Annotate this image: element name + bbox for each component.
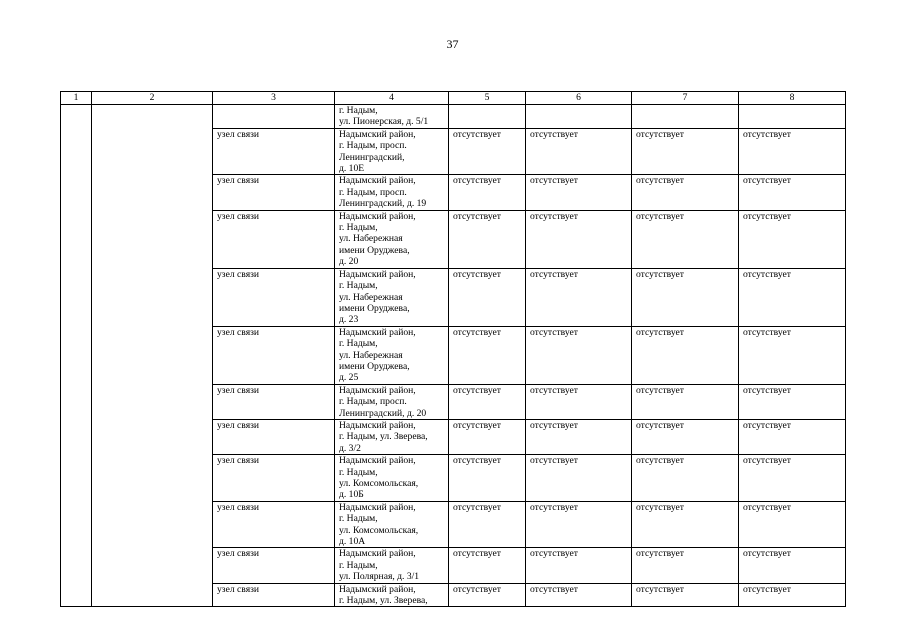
status-cell: отсутствует <box>632 419 739 454</box>
column-header: 1 <box>61 92 92 105</box>
address-cell: Надымский район, г. Надым, просп. Ленинградский, д. 10Е <box>335 128 449 175</box>
status-cell: отсутствует <box>739 128 846 175</box>
status-cell: отсутствует <box>739 175 846 210</box>
status-cell: отсутствует <box>449 326 526 384</box>
status-cell: отсутствует <box>526 419 632 454</box>
status-cell <box>449 105 526 129</box>
address-cell: Надымский район, г. Надым, ул. Зверева, д. 3/2 <box>335 419 449 454</box>
column-header: 4 <box>335 92 449 105</box>
status-cell: отсутствует <box>526 210 632 268</box>
status-cell: отсутствует <box>739 501 846 548</box>
object-type-cell: узел связи <box>213 326 335 384</box>
status-cell: отсутствует <box>449 583 526 607</box>
status-cell: отсутствует <box>632 501 739 548</box>
status-cell: отсутствует <box>449 175 526 210</box>
status-cell: отсутствует <box>526 501 632 548</box>
status-cell: отсутствует <box>526 128 632 175</box>
status-cell: отсутствует <box>449 128 526 175</box>
object-type-cell: узел связи <box>213 501 335 548</box>
status-cell: отсутствует <box>449 268 526 326</box>
status-cell: отсутствует <box>739 384 846 419</box>
status-cell: отсутствует <box>739 548 846 583</box>
address-cell: Надымский район, г. Надым, ул. Набережная имени Оруджева, д. 23 <box>335 268 449 326</box>
object-type-cell: узел связи <box>213 268 335 326</box>
status-cell: отсутствует <box>632 210 739 268</box>
address-cell: Надымский район, г. Надым, ул. Комсомольская, д. 10Б <box>335 455 449 502</box>
object-type-cell: узел связи <box>213 175 335 210</box>
status-cell: отсутствует <box>526 455 632 502</box>
status-cell: отсутствует <box>526 583 632 607</box>
status-cell: отсутствует <box>739 268 846 326</box>
address-cell: Надымский район, г. Надым, просп. Ленинградский, д. 20 <box>335 384 449 419</box>
status-cell: отсутствует <box>449 419 526 454</box>
status-cell: отсутствует <box>739 455 846 502</box>
data-table <box>60 91 846 607</box>
status-cell: отсутствует <box>449 210 526 268</box>
status-cell: отсутствует <box>449 501 526 548</box>
status-cell: отсутствует <box>739 210 846 268</box>
column-header: 7 <box>632 92 739 105</box>
table-header-row <box>61 92 846 105</box>
object-type-cell: узел связи <box>213 419 335 454</box>
status-cell <box>526 105 632 129</box>
column-header: 2 <box>92 92 213 105</box>
status-cell: отсутствует <box>739 326 846 384</box>
status-cell: отсутствует <box>526 326 632 384</box>
status-cell: отсутствует <box>526 548 632 583</box>
status-cell: отсутствует <box>632 583 739 607</box>
object-type-cell: узел связи <box>213 210 335 268</box>
address-cell: Надымский район, г. Надым, ул. Набережная имени Оруджева, д. 25 <box>335 326 449 384</box>
merged-cell-col1 <box>61 105 92 607</box>
status-cell: отсутствует <box>739 583 846 607</box>
status-cell <box>739 105 846 129</box>
status-cell: отсутствует <box>526 175 632 210</box>
address-cell: Надымский район, г. Надым, ул. Зверева, <box>335 583 449 607</box>
address-cell: Надымский район, г. Надым, ул. Набережная имени Оруджева, д. 20 <box>335 210 449 268</box>
status-cell: отсутствует <box>632 268 739 326</box>
status-cell: отсутствует <box>632 455 739 502</box>
address-cell: Надымский район, г. Надым, ул. Комсомольская, д. 10А <box>335 501 449 548</box>
status-cell: отсутствует <box>632 326 739 384</box>
status-cell: отсутствует <box>739 419 846 454</box>
table-row <box>61 105 846 129</box>
status-cell <box>632 105 739 129</box>
column-header: 5 <box>449 92 526 105</box>
object-type-cell: узел связи <box>213 128 335 175</box>
object-type-cell: узел связи <box>213 583 335 607</box>
object-type-cell <box>213 105 335 129</box>
status-cell: отсутствует <box>632 175 739 210</box>
object-type-cell: узел связи <box>213 384 335 419</box>
status-cell: отсутствует <box>449 455 526 502</box>
status-cell: отсутствует <box>632 128 739 175</box>
status-cell: отсутствует <box>526 384 632 419</box>
object-type-cell: узел связи <box>213 455 335 502</box>
column-header: 8 <box>739 92 846 105</box>
address-cell: Надымский район, г. Надым, ул. Полярная, д. 3/1 <box>335 548 449 583</box>
status-cell: отсутствует <box>526 268 632 326</box>
status-cell: отсутствует <box>449 384 526 419</box>
status-cell: отсутствует <box>632 548 739 583</box>
column-header: 3 <box>213 92 335 105</box>
table-body <box>61 105 846 607</box>
status-cell: отсутствует <box>449 548 526 583</box>
address-cell: Надымский район, г. Надым, просп. Ленинградский, д. 19 <box>335 175 449 210</box>
status-cell: отсутствует <box>632 384 739 419</box>
address-cell: г. Надым, ул. Пионерская, д. 5/1 <box>335 105 449 129</box>
merged-cell-col2 <box>92 105 213 607</box>
column-header: 6 <box>526 92 632 105</box>
object-type-cell: узел связи <box>213 548 335 583</box>
page-number: 37 <box>446 37 459 51</box>
